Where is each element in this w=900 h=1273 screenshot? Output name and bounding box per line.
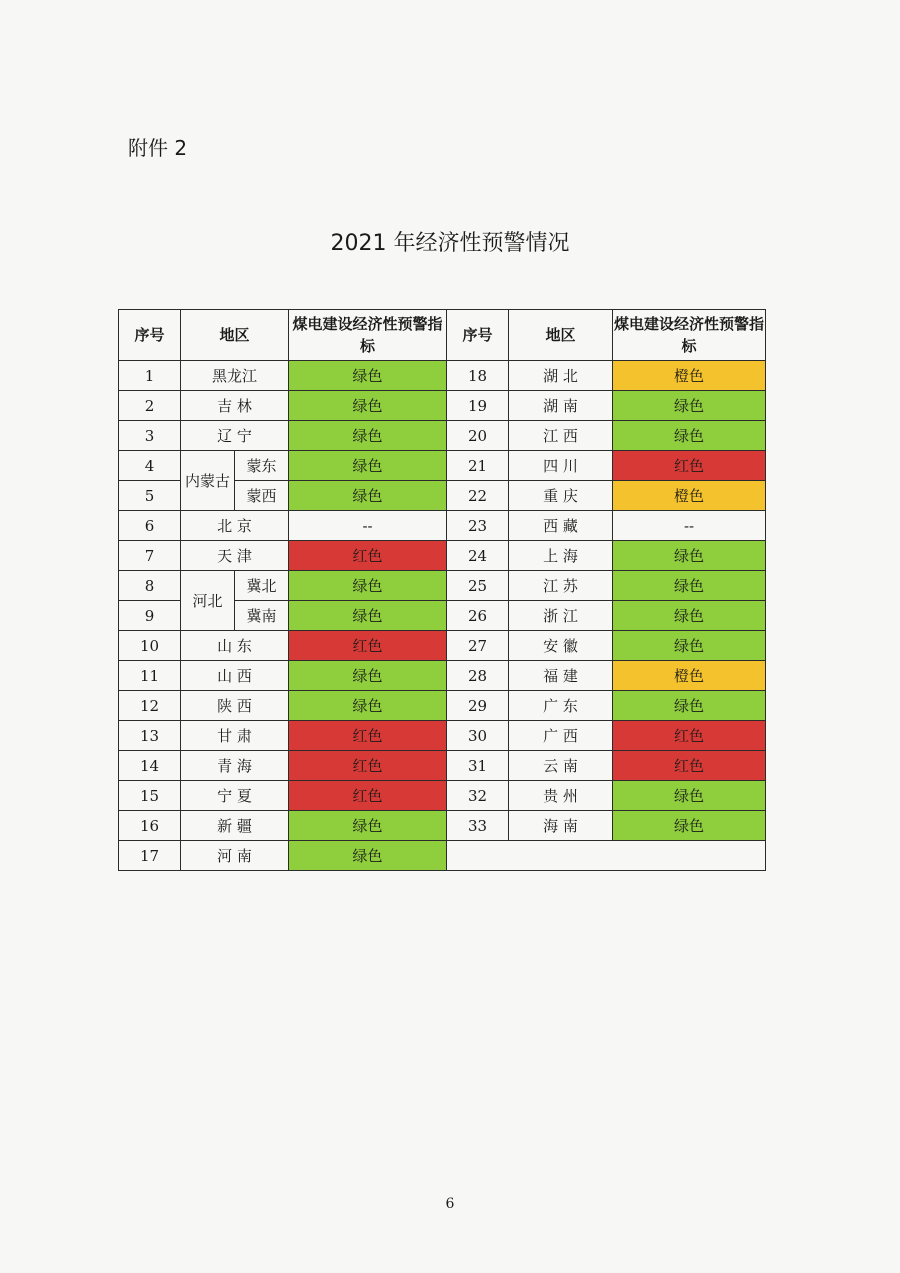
seq-cell: 2 [119, 391, 181, 421]
region-cell: 重 庆 [509, 481, 613, 511]
seq-cell: 19 [447, 391, 509, 421]
indicator-cell: 绿色 [613, 421, 766, 451]
seq-cell: 26 [447, 601, 509, 631]
table-row [119, 451, 766, 481]
table-row [119, 571, 766, 601]
seq-cell: 12 [119, 691, 181, 721]
seq-cell: 33 [447, 811, 509, 841]
warning-table [118, 309, 766, 871]
indicator-cell: 绿色 [613, 541, 766, 571]
region-cell: 广 西 [509, 721, 613, 751]
indicator-cell: 绿色 [289, 391, 447, 421]
table-row [119, 721, 766, 751]
region-cell: 四 川 [509, 451, 613, 481]
seq-cell: 32 [447, 781, 509, 811]
header-region-right: 地区 [509, 310, 613, 361]
indicator-cell: 绿色 [289, 691, 447, 721]
attachment-label: 附件 2 [128, 136, 188, 160]
indicator-cell: 红色 [289, 721, 447, 751]
region-cell: 北 京 [181, 511, 289, 541]
indicator-cell: 橙色 [613, 481, 766, 511]
seq-cell: 18 [447, 361, 509, 391]
indicator-cell: 红色 [613, 721, 766, 751]
region-cell: 辽 宁 [181, 421, 289, 451]
seq-cell: 20 [447, 421, 509, 451]
table-row [119, 811, 766, 841]
seq-cell: 24 [447, 541, 509, 571]
region-cell: 山 东 [181, 631, 289, 661]
seq-cell: 15 [119, 781, 181, 811]
indicator-cell: 红色 [613, 451, 766, 481]
seq-cell: 3 [119, 421, 181, 451]
table-row [119, 631, 766, 661]
seq-cell: 8 [119, 571, 181, 601]
seq-cell: 6 [119, 511, 181, 541]
seq-cell: 28 [447, 661, 509, 691]
indicator-cell: 绿色 [289, 661, 447, 691]
region-cell: 青 海 [181, 751, 289, 781]
seq-cell: 5 [119, 481, 181, 511]
table-row [119, 841, 766, 871]
indicator-cell: 橙色 [613, 661, 766, 691]
seq-cell: 4 [119, 451, 181, 481]
seq-cell: 25 [447, 571, 509, 601]
region-cell: 西 藏 [509, 511, 613, 541]
sub-region-cell: 冀南 [235, 601, 289, 631]
indicator-cell: 绿色 [289, 601, 447, 631]
indicator-cell: 红色 [289, 781, 447, 811]
table-row [119, 361, 766, 391]
indicator-cell: 绿色 [613, 391, 766, 421]
table-row [119, 391, 766, 421]
table-header-row [119, 310, 766, 361]
header-seq-left: 序号 [119, 310, 181, 361]
table-row [119, 661, 766, 691]
indicator-cell: 橙色 [613, 361, 766, 391]
seq-cell: 30 [447, 721, 509, 751]
sub-region-cell: 冀北 [235, 571, 289, 601]
region-cell: 广 东 [509, 691, 613, 721]
header-indicator-right: 煤电建设经济性预警指标 [613, 310, 766, 361]
region-cell: 黑龙江 [181, 361, 289, 391]
seq-cell: 29 [447, 691, 509, 721]
table-row [119, 541, 766, 571]
seq-cell: 10 [119, 631, 181, 661]
region-cell: 新 疆 [181, 811, 289, 841]
region-cell: 甘 肃 [181, 721, 289, 751]
table-row [119, 691, 766, 721]
indicator-cell: 绿色 [613, 571, 766, 601]
indicator-cell: 红色 [613, 751, 766, 781]
indicator-cell: 绿色 [289, 481, 447, 511]
seq-cell: 11 [119, 661, 181, 691]
empty-cell [447, 841, 766, 871]
region-cell: 山 西 [181, 661, 289, 691]
region-cell: 陕 西 [181, 691, 289, 721]
region-cell: 天 津 [181, 541, 289, 571]
table-row [119, 751, 766, 781]
region-cell: 贵 州 [509, 781, 613, 811]
table-row [119, 781, 766, 811]
header-seq-right: 序号 [447, 310, 509, 361]
region-cell: 江 苏 [509, 571, 613, 601]
indicator-cell: 绿色 [289, 421, 447, 451]
indicator-cell: 绿色 [613, 601, 766, 631]
region-cell: 湖 北 [509, 361, 613, 391]
region-cell: 吉 林 [181, 391, 289, 421]
sub-region-cell: 蒙西 [235, 481, 289, 511]
indicator-cell: 绿色 [289, 571, 447, 601]
seq-cell: 27 [447, 631, 509, 661]
table-row [119, 421, 766, 451]
region-cell: 宁 夏 [181, 781, 289, 811]
table-row [119, 511, 766, 541]
indicator-cell: 红色 [289, 631, 447, 661]
seq-cell: 13 [119, 721, 181, 751]
group-region-cell: 河北 [181, 571, 235, 631]
indicator-cell: 绿色 [613, 781, 766, 811]
region-cell: 浙 江 [509, 601, 613, 631]
indicator-cell: 红色 [289, 541, 447, 571]
indicator-cell: 红色 [289, 751, 447, 781]
sub-region-cell: 蒙东 [235, 451, 289, 481]
group-region-cell: 内蒙古 [181, 451, 235, 511]
seq-cell: 1 [119, 361, 181, 391]
region-cell: 河 南 [181, 841, 289, 871]
region-cell: 云 南 [509, 751, 613, 781]
seq-cell: 7 [119, 541, 181, 571]
region-cell: 安 徽 [509, 631, 613, 661]
seq-cell: 23 [447, 511, 509, 541]
region-cell: 福 建 [509, 661, 613, 691]
indicator-cell: -- [289, 511, 447, 541]
region-cell: 江 西 [509, 421, 613, 451]
seq-cell: 22 [447, 481, 509, 511]
seq-cell: 16 [119, 811, 181, 841]
page-number: 6 [445, 1196, 455, 1212]
indicator-cell: 绿色 [289, 361, 447, 391]
seq-cell: 31 [447, 751, 509, 781]
indicator-cell: 绿色 [613, 691, 766, 721]
seq-cell: 14 [119, 751, 181, 781]
seq-cell: 21 [447, 451, 509, 481]
page-title: 2021 年经济性预警情况 [330, 231, 570, 256]
header-indicator-left: 煤电建设经济性预警指标 [289, 310, 447, 361]
region-cell: 海 南 [509, 811, 613, 841]
indicator-cell: 绿色 [613, 631, 766, 661]
indicator-cell: 绿色 [289, 451, 447, 481]
indicator-cell: 绿色 [613, 811, 766, 841]
indicator-cell: -- [613, 511, 766, 541]
seq-cell: 9 [119, 601, 181, 631]
indicator-cell: 绿色 [289, 811, 447, 841]
region-cell: 湖 南 [509, 391, 613, 421]
seq-cell: 17 [119, 841, 181, 871]
header-region-left: 地区 [181, 310, 289, 361]
region-cell: 上 海 [509, 541, 613, 571]
indicator-cell: 绿色 [289, 841, 447, 871]
